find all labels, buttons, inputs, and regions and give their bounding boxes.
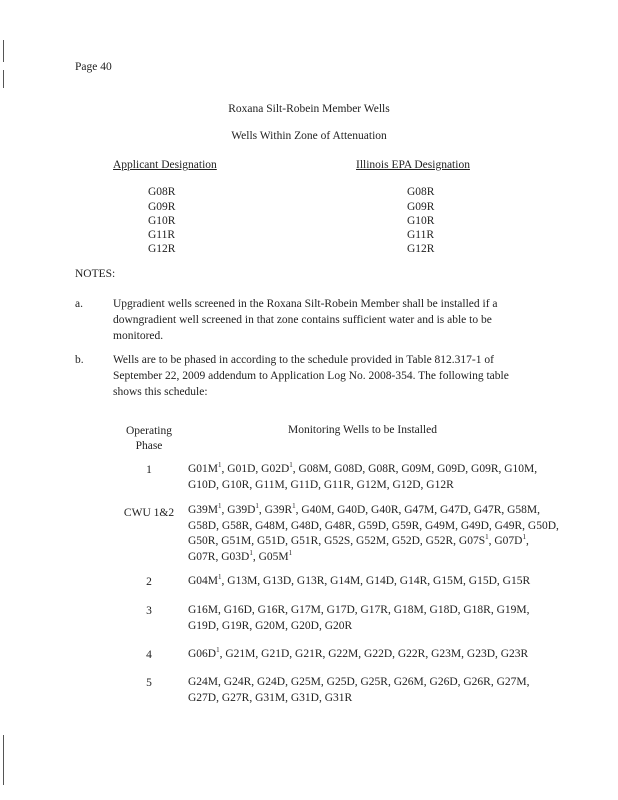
- applicant-designation-cell: G11R: [148, 229, 176, 241]
- note-marker: a.: [75, 298, 83, 310]
- schedule-wells-cell: G16M, G16D, G16R, G17M, G17D, G17R, G18M, G18D, G18R, G19M, G19D, G19R, G20M, G20D, G20R: [188, 604, 530, 632]
- footnote-marker: 1: [289, 461, 293, 470]
- applicant-designation-cell: G10R: [148, 215, 176, 227]
- footnote-marker: 1: [249, 548, 253, 557]
- notes-heading: NOTES:: [75, 268, 116, 280]
- scan-edge-mark: [3, 70, 4, 88]
- schedule-phase-header-text: Operating Phase: [126, 425, 172, 452]
- page-label: Page 40: [75, 61, 112, 73]
- applicant-designation-cell: G12R: [148, 243, 176, 255]
- schedule-phase-cell: 2: [146, 576, 152, 588]
- note-text: Wells are to be phased in according to the schedule provided in Table 812.317-1 of September 22, 2009 addendum to Application Log No. 2008-354. The following table shows this schedule:: [113, 354, 509, 398]
- schedule-wells-cell: G24M, G24R, G24D, G25M, G25D, G25R, G26M, G26D, G26R, G27M, G27D, G27R, G31M, G31D, G31R: [188, 676, 530, 704]
- schedule-phase-cell: 1: [146, 464, 152, 476]
- document-subtitle: Wells Within Zone of Attenuation: [231, 130, 387, 142]
- epa-designation-cell: G08R: [407, 186, 435, 198]
- schedule-wells-header: Monitoring Wells to be Installed: [288, 424, 437, 436]
- schedule-phase-cell: 3: [146, 605, 152, 617]
- schedule-wells-cell: $G01M^1$, G01D, $G02D^1$, G08M, G08D, G08R, G09M, G09D, G09R, G10M, G10D, G10R, G11M, G11D, G11R, G12M, G12D, G12R: [188, 461, 538, 491]
- schedule-phase-cell: 5: [146, 677, 152, 689]
- scan-edge-mark: [3, 735, 4, 785]
- epa-designation-cell: G09R: [407, 201, 435, 213]
- footnote-marker: 1: [288, 548, 293, 557]
- document-title: Roxana Silt-Robein Member Wells: [228, 103, 390, 115]
- schedule-wells-cell: $G04M^1$, G13M, G13D, G13R, G14M, G14D, G14R, G15M, G15D, G15R: [188, 573, 531, 587]
- footnote-marker: 1: [485, 533, 489, 542]
- footnote-marker: 1: [218, 502, 222, 511]
- applicant-designation-cell: G09R: [148, 201, 176, 213]
- schedule-phase-cell: 4: [146, 649, 152, 661]
- footnote-marker: 1: [292, 502, 296, 511]
- note-marker: b.: [75, 354, 84, 366]
- schedule-wells-cell: $G06D^1$, G21M, G21D, G21R, G22M, G22D, G22R, G23M, G23D, G23R: [188, 646, 529, 660]
- epa-designation-cell: G10R: [407, 215, 435, 227]
- schedule-phase-header: [118, 424, 180, 454]
- footnote-marker: 1: [522, 533, 526, 542]
- footnote-marker: 1: [218, 573, 222, 582]
- footnote-marker: 1: [216, 646, 220, 655]
- note-text: Upgradient wells screened in the Roxana Silt-Robein Member shall be installed if a downgradient well screened in that zone contains sufficient water and is able to be monitored.: [113, 298, 498, 342]
- epa-designation-header: Illinois EPA Designation: [356, 159, 470, 171]
- epa-designation-cell: G11R: [407, 229, 435, 241]
- applicant-designation-cell: G08R: [148, 186, 176, 198]
- scan-edge-mark: [3, 40, 4, 62]
- epa-designation-cell: G12R: [407, 243, 435, 255]
- footnote-marker: 1: [255, 502, 259, 511]
- footnote-marker: 1: [218, 461, 222, 470]
- schedule-phase-cell: CWU 1&2: [123, 507, 175, 519]
- applicant-designation-header: Applicant Designation: [113, 159, 217, 171]
- schedule-wells-cell: $G39M^1$, $G39D^1$, $G39R^1$, G40M, G40D, G40R, G47M, G47D, G47R, G58M, G58D, G58R, G48M, G48D, G48R, G59D, G59R, G49M, G49D, G49R, G50D, G50R, G51M, G51D, G51R, G52S, G52M, G52D, G52R, $G07S^1$, $G07D^1$, G07R, $G03D^1$, $G05M^1$: [188, 502, 559, 563]
